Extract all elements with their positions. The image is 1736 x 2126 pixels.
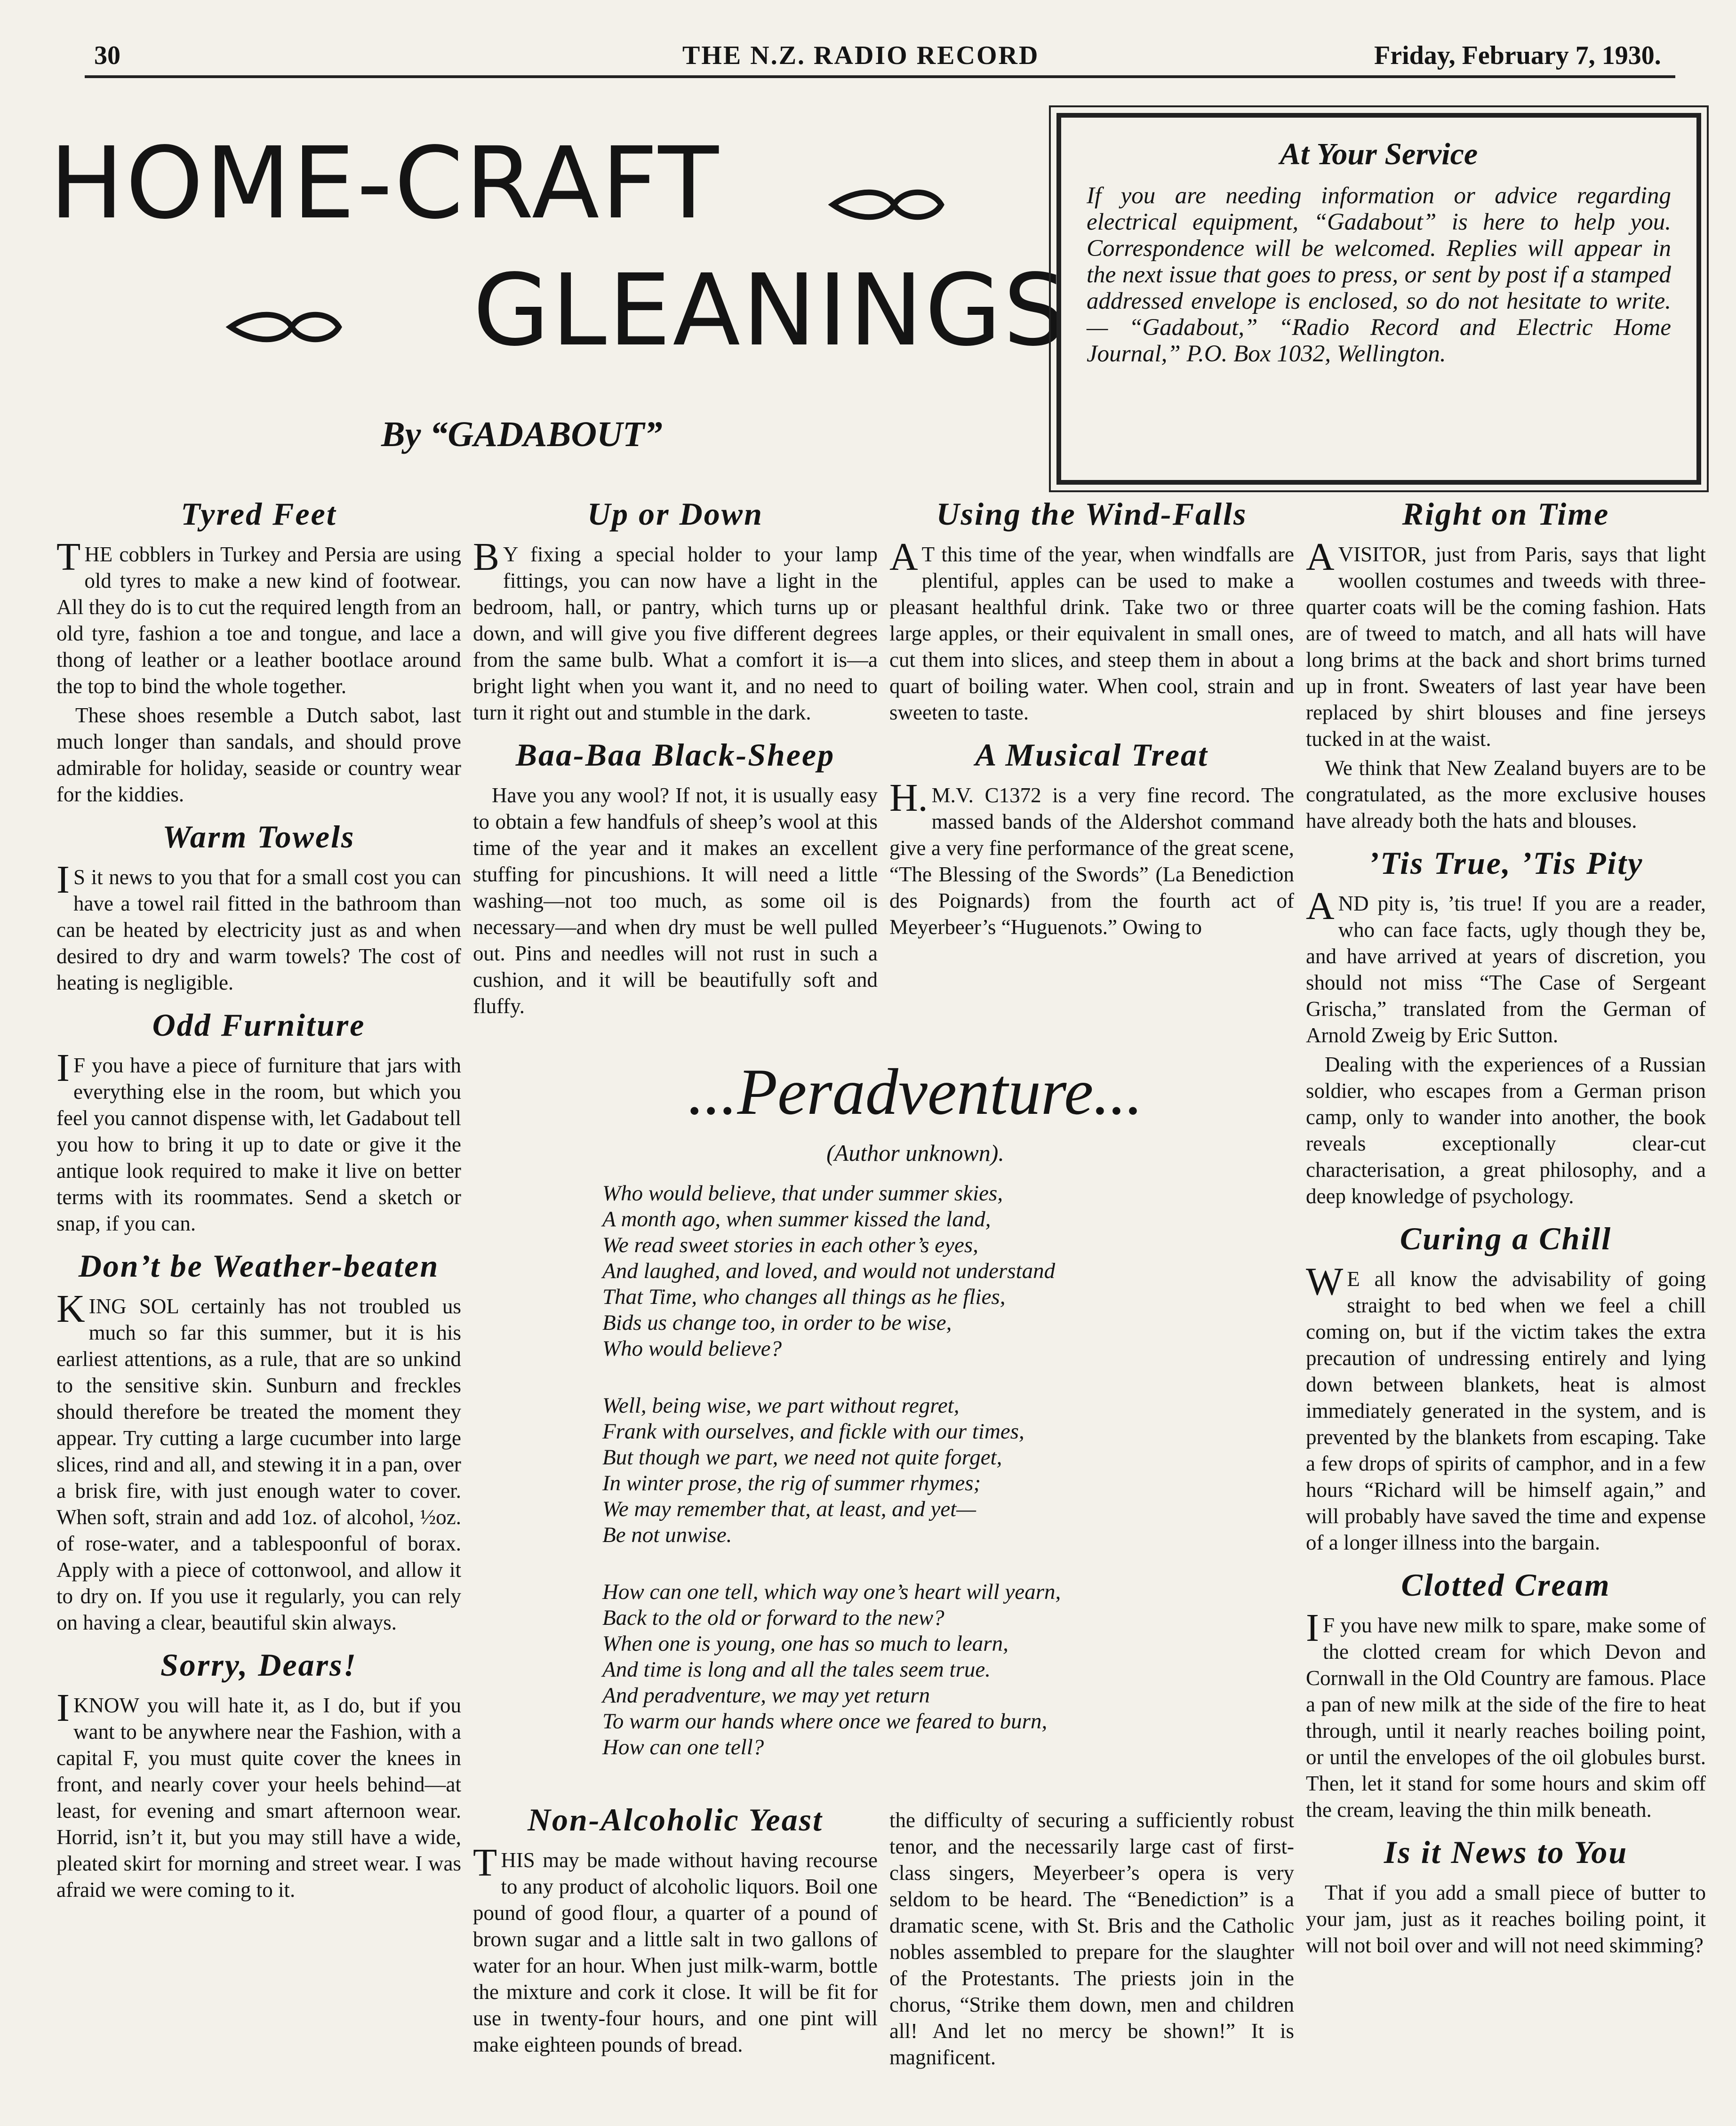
article-paragraph: IF you have a piece of furniture that jars with everything else in the room, but which you feel you cannot dispense with, let Gadabout tell you how to bring it up to date or give it the antique look required to make it live on better terms with its roommates. Send a sketch or snap, if you can. — [56, 1046, 461, 1235]
poem-line: And peradventure, we may yet return — [602, 1683, 930, 1708]
poem-line: Bids us change too, in order to be wise, — [602, 1311, 952, 1335]
article-title: Sorry, Dears! — [160, 1647, 358, 1683]
article-title: Up or Down — [587, 496, 763, 532]
poem-title: ...Peradventure... — [688, 1055, 1143, 1128]
poem-line: But though we part, we need not quite forget, — [602, 1445, 1002, 1470]
page-number: 30 — [94, 41, 120, 70]
article-title: Clotted Cream — [1401, 1567, 1611, 1603]
article-paragraph: AND pity is, ’tis true! If you are a reader, who can face facts, ugly though they be, and have arrived at years of discretion, you should not miss “The Case of Sergeant Grischa,” translated from the German of Arnold Zweig by Eric Sutton. — [1306, 884, 1706, 1047]
poem — [584, 1054, 1247, 1791]
column-2 — [473, 485, 878, 1022]
article-title: Don’t be Weather-beaten — [78, 1248, 440, 1284]
yeast-article — [473, 1790, 878, 2061]
poem-line: We read sweet stories in each other’s eyes, — [602, 1233, 978, 1257]
masthead-line2: GLEANINGS — [473, 253, 1068, 368]
article-title: Using the Wind-Falls — [936, 496, 1248, 532]
column-4 — [1306, 485, 1706, 1961]
article-paragraph: These shoes resemble a Dutch sabot, last much longer than sandals, and should prove admirable for holiday, seaside or country wear for the kiddies. — [56, 703, 461, 806]
poem-line: And time is long and all the tales seem true. — [602, 1657, 991, 1682]
article-paragraph: IKNOW you will hate it, as I do, but if you want to be anywhere near the Fashion, with a capital F, you must quite cover the knees in front, and nearly cover your heels behind—at least, for evening and smart afternoon wear. Horrid, isn’t it, but you may still have a wide, pleated skirt for morning and street wear. I was afraid we were coming to it. — [56, 1686, 461, 1902]
poem-line: Frank with ourselves, and fickle with our times, — [602, 1419, 1024, 1444]
article-paragraph: THIS may be made without having recourse to any product of alcoholic liquors. Boil one pound of good flour, a quarter of a pound of brown sugar and a little salt in two gallons of water for an hour. When just milk-warm, bottle the mixture and cork it close. It will be fit for use in twenty-four hours, and one pint will make eighteen pounds of bread. — [473, 1841, 878, 2056]
article-paragraph: THE cobblers in Turkey and Persia are using old tyres to make a new kind of footwear. All they do is to cut the required length from an old tyre, fashion a toe and tongue, and lace a thong of leather or a leather bootlace around the top to bind the whole together. — [56, 535, 461, 698]
poem-line: That Time, who changes all things as he flies, — [602, 1285, 1006, 1309]
musical-treat-continued — [889, 1807, 1294, 2073]
knot-ornament-icon — [828, 179, 946, 231]
poem-line: Back to the old or forward to the new? — [602, 1606, 944, 1630]
article-paragraph: IS it news to you that for a small cost you can have a towel rail fitted in the bathroom than can be heated by electricity just as and when desired to dry and warm towels? The cost of heating is negligible. — [56, 858, 461, 994]
poem-stanza — [602, 1181, 1247, 1362]
poem-line: How can one tell? — [602, 1735, 764, 1759]
page-header — [85, 38, 1675, 78]
knot-ornament-icon — [226, 301, 344, 353]
article-paragraph: We think that New Zealand buyers are to be congratulated, as the more exclusive houses have already both the hats and blouses. — [1306, 756, 1706, 832]
poem-line: A month ago, when summer kissed the land, — [602, 1207, 991, 1231]
poem-line: Well, being wise, we part without regret, — [602, 1393, 960, 1418]
poem-line: We may remember that, at least, and yet— — [602, 1497, 976, 1521]
article-paragraph: WE all know the advisability of going straight to bed when we feel a chill coming on, but if the victim takes the extra precaution of undressing entirely and lying down between blankets, heat is almost immediately generated in the system, and is prevented by the blankets from escaping. Take a few drops of spirits of camphor, and in a few hours “Richard will be himself again,” and will probably have saved the time and expense of a longer illness into the bargain. — [1306, 1260, 1706, 1554]
article-title: Odd Furniture — [152, 1007, 366, 1043]
poem-line: In winter prose, the rig of summer rhymes; — [602, 1471, 981, 1495]
poem-line: When one is young, one has so much to learn, — [602, 1631, 1008, 1656]
article-title: Warm Towels — [162, 819, 355, 855]
article-title: Curing a Chill — [1400, 1221, 1612, 1256]
article-title: Non-Alcoholic Yeast — [527, 1802, 824, 1838]
byline: By “GADABOUT” — [381, 415, 663, 454]
article-paragraph: Dealing with the experiences of a Russian soldier, who escapes from a German prison camp, only to wander into another, the book reveals exceptionally clear-cut characterisation, a great philosophy, and a deep knowledge of psychology. — [1306, 1053, 1706, 1208]
issue-date: Friday, February 7, 1930. — [1374, 41, 1661, 70]
article-paragraph: BY fixing a special holder to your lamp fittings, you can now have a light in the bedroom, hall, or pantry, which turns up or down, and will give you five different degrees from the same bulb. What a comfort it is—a bright light when you want it, and no need to turn it right out and stumble in the dark. — [473, 535, 878, 724]
poem-line: Be not unwise. — [602, 1523, 732, 1547]
poem-line: To warm our hands where once we feared to burn, — [602, 1709, 1048, 1734]
poem-line: Who would believe, that under summer skies, — [602, 1181, 1003, 1206]
publication-title: THE N.Z. RADIO RECORD — [682, 41, 1040, 70]
article-paragraph: IF you have new milk to spare, make some of the clotted cream for which Devon and Cornwall in the Old Country are famous. Place a pan of new milk at the side of the fire to heat through, until it nearly reaches boiling point, or until the envelopes of the oil globules burst. Then, let it stand for some hours and skim off the cream, leaving the thin milk beneath. — [1306, 1606, 1706, 1822]
article-paragraph: H.M.V. C1372 is a very fine record. The massed bands of the Aldershot command give a very fine performance of the great scene, “The Blessing of the Swords” (La Benediction des Poignards) from the fourth act of Meyerbeer’s “Huguenots.” Owing to — [889, 776, 1294, 939]
article-title: Is it News to You — [1384, 1834, 1628, 1870]
service-box-title: At Your Service — [1280, 137, 1478, 171]
column-3 — [889, 485, 1294, 943]
article-paragraph: That if you add a small piece of butter to your jam, just as it reaches boiling point, it will not boil over and will not need skimming? — [1306, 1881, 1706, 1957]
article-paragraph: KING SOL certainly has not troubled us much so far this summer, but it is his earliest attentions, as a rule, that are so unkind to the sensitive skin. Sunburn and freckles should therefore be treated the moment they appear. Try cutting a large cucumber into large slices, rind and all, and stewing it in a pan, over a brisk fire, with just enough water to cover. When soft, strain and add 1oz. of alcohol, ½oz. of rose-water, and a tablespoonful of borax. Apply with a piece of cottonwool, and allow it to dry on. If you use it regularly, you can rely on having a clear, beautiful skin always. — [56, 1287, 461, 1634]
poem-line: And laughed, and loved, and would not understand — [602, 1259, 1056, 1283]
article-title: Tyred Feet — [181, 496, 337, 532]
article-title: Baa-Baa Black-Sheep — [515, 737, 835, 773]
poem-stanza — [602, 1393, 1247, 1548]
service-box-text: If you are needing information or advice regarding electrical equipment, “Gadabout” is here to help you. Correspondence will be welcomed. Replies will appear in the next issue that goes to press, or sent by post if a stamped addressed envelope is enclosed, so do not hesitate to write.— “Gadabout,” “Radio Record and Electric Home Journal,” P.O. Box 1032, Wellington. — [1087, 183, 1671, 367]
poem-line: How can one tell, which way one’s heart will yearn, — [602, 1580, 1061, 1604]
column-1 — [56, 485, 461, 1906]
article-paragraph: AVISITOR, just from Paris, says that light woollen costumes and tweeds with three-quarter coats will be the coming fashion. Hats are of tweed to match, and all hats will have long brims at the back and short brims turned up in front. Sweaters of last year have been replaced by shirt blouses and fine jerseys tucked in at the waist. — [1306, 535, 1706, 751]
article-title: A Musical Treat — [975, 737, 1208, 773]
article-title: ’Tis True, ’Tis Pity — [1368, 845, 1644, 881]
article-paragraph: AT this time of the year, when windfalls are plentiful, apples can be used to make a pleasant healthful drink. Take two or three large apples, or their equivalent in small ones, cut them into slices, and steep them in about a quart of boiling water. When cool, strain and sweeten to taste. — [889, 535, 1294, 724]
masthead-line1: HOME-CRAFT — [49, 126, 720, 241]
poem-line: Who would believe? — [602, 1336, 782, 1361]
poem-author: (Author unknown). — [826, 1140, 1004, 1166]
poem-stanza — [602, 1579, 1247, 1760]
article-paragraph: the difficulty of securing a sufficiently robust tenor, and the necessarily large cast of first-class singers, Meyerbeer’s opera is very seldom to be heard. The “Benediction” is a dramatic scene, with St. Bris and the Catholic nobles assembled to prepare for the slaughter of the Protestants. The priests join in the chorus, “Strike them down, men and children all! And let no mercy be shown!” It is magnificent. — [889, 1808, 1294, 2069]
service-box — [1056, 113, 1701, 485]
article-paragraph: Have you any wool? If not, it is usually easy to obtain a few handfuls of sheep’s wool at this time of the year and it makes an excellent stuffing for pincushions. It will need a little washing—not too much, as some oil is necessary—and when dry must be well pulled out. Pins and needles will not rust in such a cushion, and it will be beautifully soft and fluffy. — [473, 783, 878, 1018]
article-title: Right on Time — [1402, 496, 1610, 532]
